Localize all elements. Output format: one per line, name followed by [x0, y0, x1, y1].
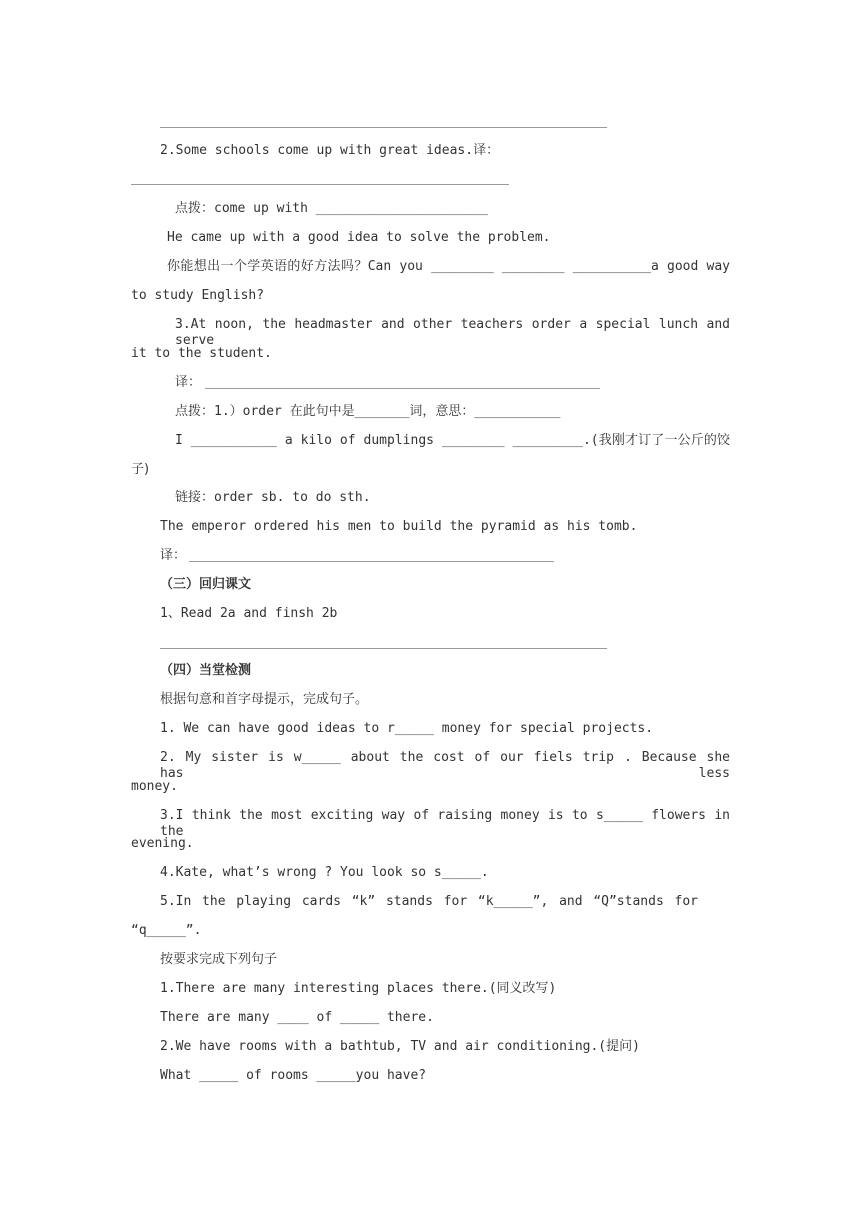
- answer-line: [189, 561, 554, 562]
- text-line: 点拨：1.）order 在此句中是_______词，意思：___________: [175, 404, 561, 419]
- text-line: 5.In the playing cards “k” stands for “k_____”, and “Q”stands for: [160, 894, 698, 909]
- text-line: 译：: [175, 375, 202, 390]
- text-line: 2. My sister is w_____ about the cost of our fiels trip . Because she has less: [160, 750, 730, 781]
- text-line: 4.Kate, what’s wrong ? You look so s_____.: [160, 865, 489, 880]
- text-line: There are many ____ of _____ there.: [160, 1010, 434, 1025]
- text-line: 子): [131, 462, 150, 477]
- text-line: to study English?: [131, 288, 265, 303]
- answer-line: [160, 648, 607, 649]
- text-line: 1、Read 2a and finsh 2b: [160, 606, 338, 621]
- text-line: 按要求完成下列句子: [160, 952, 278, 967]
- text-line: The emperor ordered his men to build the pyramid as his tomb.: [160, 519, 638, 534]
- text-line: I ___________ a kilo of dumplings ________ _________.(我刚才订了一公斤的饺: [175, 433, 730, 448]
- section-heading: （三）回归课文: [160, 577, 252, 592]
- text-line: 译：: [160, 548, 187, 563]
- section-heading: （四）当堂检测: [160, 663, 252, 678]
- text-line: “q_____”.: [131, 923, 202, 938]
- text-line: 1.There are many interesting places there.(同义改写): [160, 981, 557, 996]
- text-line: money.: [131, 779, 178, 794]
- answer-line: [131, 184, 509, 185]
- text-line: 1. We can have good ideas to r_____ money for special projects.: [160, 721, 654, 736]
- text-line: He came up with a good idea to solve the problem.: [167, 230, 551, 245]
- text-line: 3.I think the most exciting way of raising money is to s_____ flowers in the: [160, 808, 730, 839]
- text-line: 链接：order sb. to do sth.: [175, 490, 371, 505]
- text-line: 根据句意和首字母提示，完成句子。: [160, 692, 369, 707]
- text-line: What _____ of rooms _____you have?: [160, 1068, 427, 1083]
- text-line: 3.At noon, the headmaster and other teachers order a special lunch and serve: [175, 317, 730, 348]
- text-line: 你能想出一个学英语的好方法吗？Can you ________ ________ __________a good way: [167, 259, 730, 274]
- answer-line: [205, 388, 600, 389]
- text-line: 点拨：come up with ______________________: [175, 201, 488, 216]
- text-line: evening.: [131, 836, 194, 851]
- answer-line: [160, 127, 607, 128]
- text-line: 2.Some schools come up with great ideas.译：: [160, 143, 500, 158]
- text-line: it to the student.: [131, 346, 272, 361]
- text-line: 2.We have rooms with a bathtub, TV and air conditioning.(提问): [160, 1039, 640, 1054]
